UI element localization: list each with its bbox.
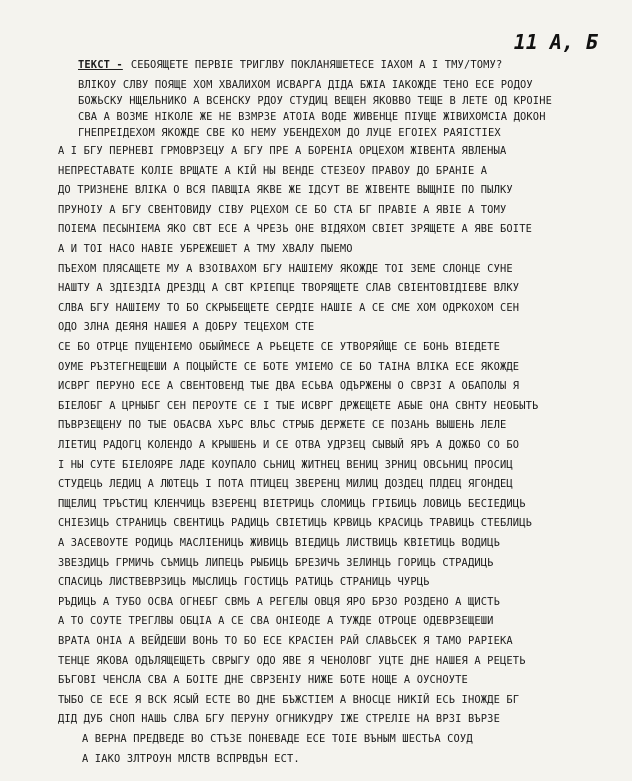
text-line: НАШТУ А ЗДІЕЗДІА ДРЕЗДЦ А СВТ КРІЕПЦЕ ТВОРЯЩЕТЕ СЛАВ СВІЕНТОВІДІЕВЕ ВЛКУ <box>58 282 520 295</box>
text-line: СВА А ВОЗМЕ НІКОЛЕ ЖЕ НЕ ВЗМРЗЕ АТОІА ВОДЕ ЖИВЕНЦЕ ПІУЩЕ ЖІВИХОМСІА ДОКОН <box>78 111 546 123</box>
text-line: А І БГУ ПЕРНЕВІ ГРМОВРЗЕЦУ А БГУ ПРЕ А БОРЕНІА ОРЦЕХОМ ЖІВЕНТА ЯВЛЕНЫА <box>58 145 507 157</box>
text-line: ОУМЕ РЪЗТЕГНЕЩЕШИ А ПОЦЫЙСТЕ СЕ БОТЕ УМІЕМО СЕ БО ТАІНА ВЛІКА ЕСЕ ЯКОЖДЕ <box>58 360 520 373</box>
text-line: ВЛІКОУ СЛВУ ПОЯЩЕ ХОМ ХВАЛИХОМ ИСВАРГА ДІДА БЖІА ІАКОЖДЕ ТЕНО ЕСЕ РОДОУ <box>78 79 533 91</box>
text-line: ПЪЕХОМ ПЛЯСАЩЕТЕ МУ А ВЗОІВАХОМ БГУ НАШІЕМУ ЯКОЖДЕ ТОІ ЗЕМЕ СЛОНЦЕ СУНЕ <box>58 262 513 275</box>
text-line: ИСВРГ ПЕРУНО ЕСЕ А СВЕНТОВЕНД ТЫЕ ДВА ЕСЬВА ОДЪРЖЕНЫ О СВРЗІ А ОБАПОЛЫ Я <box>58 380 520 393</box>
text-line: СТУДЕЦЬ ЛЕДИЦ А ЛЮТЕЦЬ І ПОТА ПТИЦЕЦ ЗВЕРЕНЦ МИЛИЦ ДОЗДЕЦ ПЛДЕЦ ЯГОНДЕЦ <box>58 478 513 491</box>
text-line: ПОІЕМА ПЕСЫНІЕМА ЯКО СВТ ЕСЕ А ЧРЕЗЬ ОНЕ ВІДЯХОМ СВІЕТ ЗРЯЩЕТЕ А ЯВЕ БОІТЕ <box>58 223 533 236</box>
text-line: ПЪВРЗЕЩЕНУ ПО ТЫЕ ОБАСВА ХЪРС ВЛЬС СТРЫБ ДЕРЖЕТЕ СЕ ПОЗАНЬ ВЫШЕНЬ ЛЕЛЕ <box>58 419 507 432</box>
text-line: ПРУНОІУ А БГУ СВЕНТОВИДУ СІВУ РЦЕХОМ СЕ БО СТА БГ ПРАВІЕ А ЯВІЕ А ТОМУ <box>58 203 507 216</box>
text-line: ТЕНЦЕ ЯКОВА ОДЪЛЯЩЕЩЕТЬ СВРЫГУ ОДО ЯВЕ Я ЧЕНОЛОВГ УЦТЕ ДНЕ НАШЕЯ А РЕЦЕТЬ <box>58 654 526 667</box>
text-line: А И ТОІ НАСО НАВІЕ УБРЕЖЕШЕТ А ТМУ ХВАЛУ ПЫЕМО <box>58 243 353 255</box>
text-line: СПАСИЦЬ ЛИСТВЕВРЗИЦЬ МЫСЛИЦЬ ГОСТИЦЬ РАТИЦЬ СТРАНИЦЬ ЧУРЦЬ <box>58 576 430 589</box>
text-line: ДІД ДУБ СНОП НАШЬ СЛВА БГУ ПЕРУНУ ОГНИКУДРУ ІЖЕ СТРЕЛІЕ НА ВРЗІ ВЪРЗЕ <box>58 713 500 726</box>
text-line: БЪГОВІ ЧЕНСЛА СВА А БОІТЕ ДНЕ СВРЗЕНІУ НИЖЕ БОТЕ НОЩЕ А ОУСНОУТЕ <box>58 674 468 687</box>
text-line: СНІЕЗИЦЬ СТРАНИЦЬ СВЕНТИЦЬ РАДИЦЬ СВІЕТИЦЬ КРВИЦЬ КРАСИЦЬ ТРАВИЦЬ СТЕБЛИЦЬ <box>58 517 533 530</box>
text-line: РЪДИЦЬ А ТУБО ОСВА ОГНЕБГ СВМЬ А РЕГЕЛЫ ОВЦЯ ЯРО БРЗО РОЗДЕНО А ЩИСТЬ <box>58 595 500 608</box>
text-line: А ІАКО ЗЛТРОУН МЛСТВ ВСПРВДЪН ЕСТ. <box>82 752 300 765</box>
text-line: ЗВЕЗДИЦЬ ГРМИЧЬ СЪМИЦЬ ЛИПЕЦЬ РЫБИЦЬ БРЕЗИЧЬ ЗЕЛИНЦЬ ГОРИЦЬ СТРАДИЦЬ <box>58 556 494 569</box>
text-line: БІЕЛОБГ А ЦРНЫБГ СЕН ПЕРОУТЕ СЕ І ТЫЕ ИСВРГ ДРЖЕЩЕТЕ АБЫЕ ОНА СВНТУ НЕОБЫТЬ <box>58 399 539 412</box>
text-line: НЕПРЕСТАВАТЕ КОЛІЕ ВРЩАТЕ А КІЙ НЫ ВЕНДЕ СТЕЗЕОУ ПРАВОУ ДО БРАНІЕ А <box>58 164 488 177</box>
heading-line <box>78 60 502 70</box>
text-line: СЛВА БГУ НАШІЕМУ ТО БО СКРЫБЕЩЕТЕ СЕРДІЕ НАШІЕ А СЕ СМЕ ХОМ ОДРКОХОМ СЕН <box>58 301 520 314</box>
text-line: СЕ БО ОТРЦЕ ПУЩЕНІЕМО ОБЫЙМЕСЕ А РЬЕЦЕТЕ СЕ УТВОРЯЙЩЕ СЕ БОНЬ ВІЕДЕТЕ <box>58 341 500 353</box>
text-line: І НЫ СУТЕ БІЕЛОЯРЕ ЛАДЕ КОУПАЛО СЬНИЦ ЖИТНЕЦ ВЕНИЦ ЗРНИЦ ОВСЬНИЦ ПРОСИЦ <box>58 458 513 471</box>
text-line: ВРАТА ОНІА А ВЕЙДЕШИ ВОНЬ ТО БО ЕСЕ КРАСІЕН РАЙ СЛАВЬСЕК Я ТАМО РАРІЕКА <box>58 635 513 647</box>
text-line: ДО ТРИЗНЕНЕ ВЛІКА О ВСЯ ПАВЩІА ЯКВЕ ЖЕ ІДСУТ ВЕ ЖІВЕНТЕ ВЫЩНІЕ ПО ПЫЛКУ <box>58 184 513 197</box>
heading-text: СЕБОЯЩЕТЕ ПЕРВІЕ ТРИГЛВУ ПОКЛАНЯШЕТЕСЕ ІАХОМ А І ТМУ/ТОМУ? <box>130 59 503 71</box>
text-line: А ВЕРНА ПРЕДВЕДЕ ВО СТЪЗЕ ПОНЕВАДЕ ЕСЕ ТОІЕ ВЪНЫМ ШЕСТЬА СОУД <box>82 733 473 745</box>
text-line: А ЗАСЕВОУТЕ РОДИЦЬ МАСЛІЕНИЦЬ ЖИВИЦЬ ВІЕДИЦЬ ЛИСТВИЦЬ КВІЕТИЦЬ ВОДИЦЬ <box>58 537 500 549</box>
text-line: ОДО ЗЛНА ДЕЯНЯ НАШЕЯ А ДОБРУ ТЕЦЕХОМ СТЕ <box>58 321 315 334</box>
heading-label: ТЕКСТ - <box>78 59 123 71</box>
text-line: ТЫБО СЕ ЕСЕ Я ВСК ЯСЫЙ ЕСТЕ ВО ДНЕ БЪЖСТІЕМ А ВНОСЦЕ НИКІЙ ЕСЬ ІНОЖДЕ БГ <box>58 693 520 706</box>
text-line: ГНЕПРЕІДЕХОМ ЯКОЖДЕ СВЕ КО НЕМУ УБЕНДЕХОМ ДО ЛУЦЕ ЕГОІЕХ РАЯІСТІЕХ <box>78 127 501 139</box>
text-line: БОЖЬСКУ НЩЕЛЬНИКО А ВСЕНСКУ РДОУ СТУДИЦ ВЕЩЕН ЯКОВВО ТЕЩЕ В ЛЕТЕ ОД КРОІНЕ <box>78 95 553 107</box>
text-line: А ТО СОУТЕ ТРЕГЛВЫ ОБЦІА А СЕ СВА ОНІЕОДЕ А ТУЖДЕ ОТРОЦЕ ОДЕВРЗЕЩЕШИ <box>58 615 494 628</box>
page-number: 11 А, Б <box>513 30 598 54</box>
text-line: ПЩЕЛИЦ ТРЪСТИЦ КЛЕНЧИЦЬ ВЗЕРЕНЦ ВІЕТРИЦЬ СЛОМИЦЬ ГРІБИЦЬ ЛОВИЦЬ БЕСІЕДИЦЬ <box>58 497 526 510</box>
text-line: ЛІЕТИЦ РАДОГЦ КОЛЕНДО А КРЫШЕНЬ И СЕ ОТВА УДРЗЕЦ СЫВЫЙ ЯРЪ А ДОЖБО СО БО <box>58 439 520 451</box>
